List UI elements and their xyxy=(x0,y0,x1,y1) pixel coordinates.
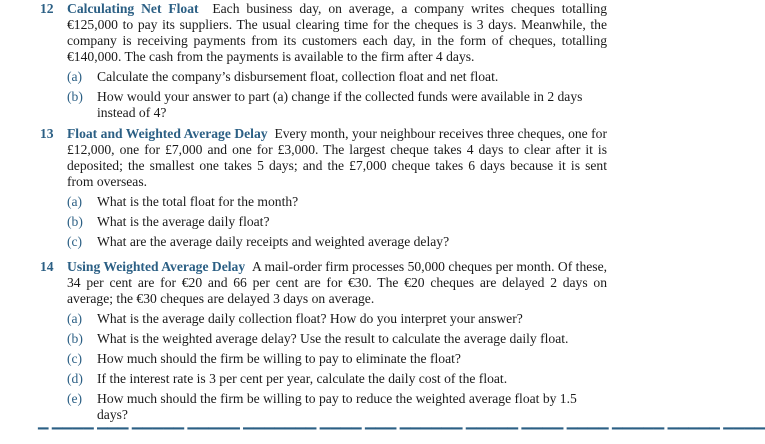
problem-intro: Each business day, on average, a company writes cheques totalling €125,000 to pay its suppliers. The usual clearing time for the cheques is 3 days. Meanwhile, the company is receiving payments from its customers each day, in the form of cheques, totalling €140,000. The cash from the payments is available to the firm after 4 days. xyxy=(67,1,608,64)
part-label: (c) xyxy=(67,351,83,366)
problem-title: Using Weighted Average Delay xyxy=(67,259,246,274)
part-text: Calculate the company’s disbursement float, collection float and net float. xyxy=(97,69,499,84)
problem-title: Float and Weighted Average Delay xyxy=(67,126,268,141)
part-text: How much should the firm be willing to pay to eliminate the float? xyxy=(97,351,461,366)
question-part xyxy=(67,371,607,387)
problem-12 xyxy=(0,1,700,125)
problem-number: 12 xyxy=(40,1,54,16)
question-part xyxy=(67,351,607,367)
part-text: How would your answer to part (a) change if the collected funds were available in 2 days instead of 4? xyxy=(97,89,583,120)
part-text: What is the weighted average delay? Use the result to calculate the average daily float. xyxy=(97,331,569,346)
question-part xyxy=(67,311,607,327)
part-label: (a) xyxy=(67,69,83,84)
part-label: (c) xyxy=(67,234,83,249)
part-label: (e) xyxy=(67,391,83,406)
problem-number: 13 xyxy=(40,126,54,141)
question-part xyxy=(67,391,607,423)
part-text: What is the total float for the month? xyxy=(97,194,299,209)
part-label: (b) xyxy=(67,331,83,346)
part-text: What is the average daily float? xyxy=(97,214,270,229)
part-label: (a) xyxy=(67,194,83,209)
problem-statement xyxy=(67,126,607,190)
part-label: (b) xyxy=(67,89,83,104)
question-part xyxy=(67,331,607,347)
question-part xyxy=(67,234,607,250)
problem-statement xyxy=(67,259,607,307)
part-text: If the interest rate is 3 per cent per year, calculate the daily cost of the float. xyxy=(97,371,508,386)
part-text: What are the average daily receipts and weighted average delay? xyxy=(97,234,450,249)
problem-statement xyxy=(67,1,607,65)
problem-intro: Every month, your neighbour receives three cheques, one for £12,000, one for £7,000 and one for £3,000. The largest cheque takes 4 days to clear after it is deposited; the smallest one takes 5 days; and the £7,000 cheque takes 6 days because it is sent from overseas. xyxy=(67,126,607,189)
question-part xyxy=(67,69,607,85)
problem-title: Calculating Net Float xyxy=(67,1,199,16)
part-text: What is the average daily collection float? How do you interpret your answer? xyxy=(97,311,523,326)
clipped-next-line: ▔ ▔▔▔▔ ▔▔▔ ▔▔▔▔▔ ▔▔▔▔▔ ▔▔▔▔▔▔▔ ▔▔▔▔ ▔▔▔ ▔▔▔▔▔▔ ▔▔▔▔▔ ▔▔▔▔ ▔▔▔▔ ▔▔▔▔▔ ▔▔▔▔▔ ▔▔▔▔ xyxy=(38,428,765,443)
part-text: How much should the firm be willing to pay to reduce the weighted average float by 1.5 days? xyxy=(97,391,577,422)
problem-13 xyxy=(0,126,700,254)
part-label: (a) xyxy=(67,311,83,326)
problem-number: 14 xyxy=(40,259,54,274)
question-part xyxy=(67,194,607,210)
part-label: (b) xyxy=(67,214,83,229)
question-part xyxy=(67,214,607,230)
question-part xyxy=(67,89,607,121)
part-label: (d) xyxy=(67,371,83,386)
problem-intro: A mail-order firm processes 50,000 cheques per month. Of these, 34 per cent are for €20 and 66 per cent are for €30. The €20 cheques are delayed 2 days on average; the €30 cheques are delayed 3 days on average. xyxy=(67,259,608,306)
problem-14 xyxy=(0,259,700,427)
